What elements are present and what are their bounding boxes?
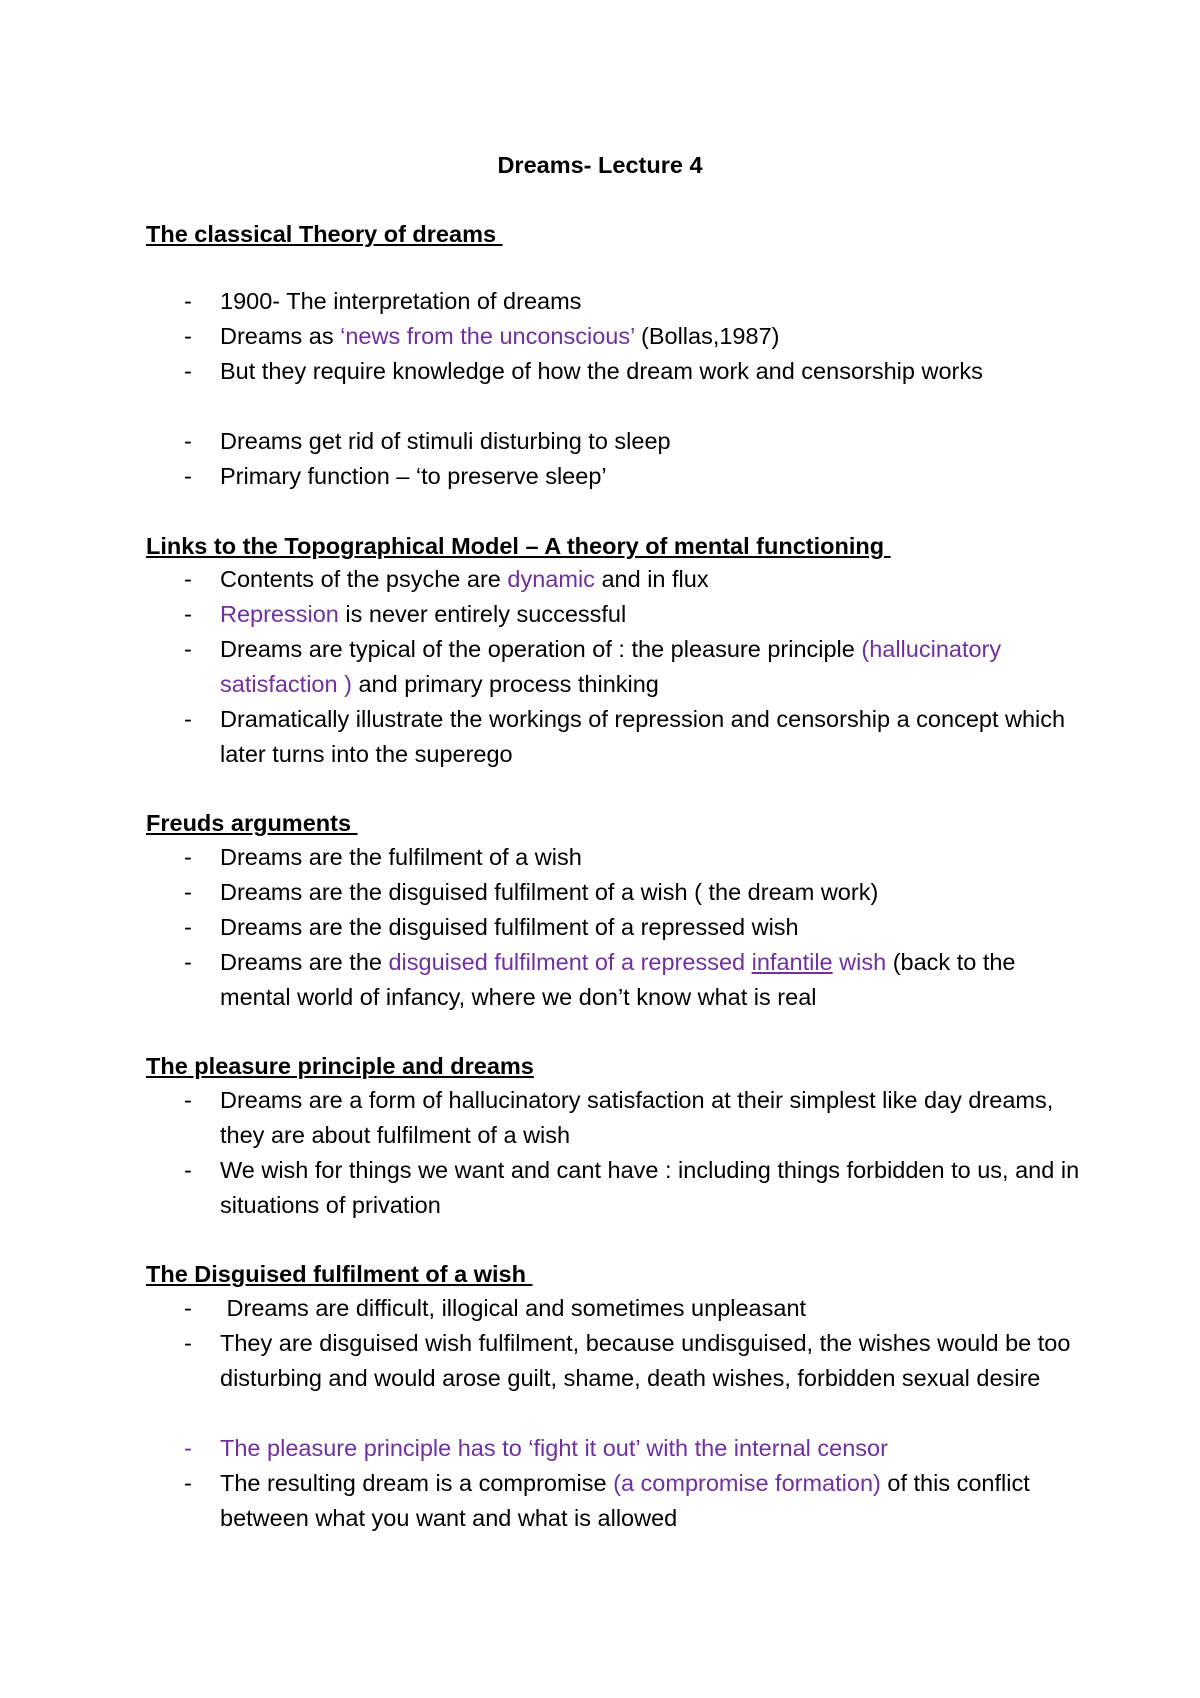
bullet-dash: - bbox=[184, 1470, 192, 1496]
list-item-text: Dreams are difficult, illogical and sometimes unpleasant bbox=[220, 1295, 807, 1321]
bullet-dash: - bbox=[184, 914, 192, 940]
list-item-text: Dreams are the disguised fulfilment of a repressed infantile wish (back to the mental world of infancy, where we don’t know what is real bbox=[220, 949, 1016, 1010]
bullet-dash: - bbox=[184, 636, 192, 662]
highlighted-underlined-text: infantile bbox=[751, 949, 833, 975]
list-item-text: Dreams get rid of stimuli disturbing to sleep bbox=[220, 428, 671, 454]
list-item-text: Contents of the psyche are dynamic and in flux bbox=[220, 566, 709, 592]
bullet-dash: - bbox=[184, 1330, 192, 1356]
list-item-text: Dreams are the fulfilment of a wish bbox=[220, 844, 582, 870]
bullet-dash: - bbox=[184, 1157, 192, 1183]
highlighted-text: (a compromise formation) bbox=[613, 1470, 881, 1496]
section-heading-disguised-fulfilment: The Disguised fulfilment of a wish bbox=[146, 1261, 533, 1287]
bullet-dash: - bbox=[184, 1435, 192, 1461]
highlighted-text: Repression bbox=[220, 601, 339, 627]
bullet-dash: - bbox=[184, 288, 192, 314]
bullet-dash: - bbox=[184, 358, 192, 384]
list-item-text: 1900- The interpretation of dreams bbox=[220, 288, 582, 314]
section-heading-freuds-arguments: Freuds arguments bbox=[146, 810, 358, 836]
document-title: Dreams- Lecture 4 bbox=[497, 152, 703, 178]
section-heading-topographical-model: Links to the Topographical Model – A theory of mental functioning bbox=[146, 533, 891, 559]
list-item-text: Primary function – ‘to preserve sleep’ bbox=[220, 463, 607, 489]
bullet-dash: - bbox=[184, 601, 192, 627]
highlighted-text: dynamic bbox=[507, 566, 595, 592]
bullet-dash: - bbox=[184, 428, 192, 454]
list-item-text: Dreams are typical of the operation of : the pleasure principle (hallucinatory satisfaction ) and primary process thinking bbox=[220, 636, 1002, 697]
bullet-dash: - bbox=[184, 949, 192, 975]
bullet-dash: - bbox=[184, 706, 192, 732]
bullet-dash: - bbox=[184, 844, 192, 870]
list-item-text: We wish for things we want and cant have : including things forbidden to us, and in situations of privation bbox=[220, 1157, 1080, 1218]
highlighted-text: wish bbox=[832, 949, 887, 975]
section-heading-pleasure-principle: The pleasure principle and dreams bbox=[146, 1053, 534, 1079]
list-item-text: Dreams are the disguised fulfilment of a wish ( the dream work) bbox=[220, 879, 879, 905]
section-heading-classical-theory: The classical Theory of dreams bbox=[146, 221, 503, 247]
highlighted-text: (hallucinatory satisfaction ) bbox=[220, 636, 1002, 697]
bullet-dash: - bbox=[184, 323, 192, 349]
list-item-text: They are disguised wish fulfilment, because undisguised, the wishes would be too disturbing and would arose guilt, shame, death wishes, forbidden sexual desire bbox=[220, 1330, 1071, 1391]
list-item-text: Dreams are the disguised fulfilment of a repressed wish bbox=[220, 914, 799, 940]
list-item-text: The pleasure principle has to ‘fight it out’ with the internal censor bbox=[220, 1435, 888, 1461]
list-item-text: But they require knowledge of how the dream work and censorship works bbox=[220, 358, 983, 384]
bullet-dash: - bbox=[184, 879, 192, 905]
list-item-text: The resulting dream is a compromise (a compromise formation) of this conflict between what you want and what is allowed bbox=[220, 1470, 1030, 1531]
list-item-text: Repression is never entirely successful bbox=[220, 601, 627, 627]
list-item-text: Dreams are a form of hallucinatory satisfaction at their simplest like day dreams, they are about fulfilment of a wish bbox=[220, 1087, 1054, 1148]
list-item-text: Dramatically illustrate the workings of repression and censorship a concept which later turns into the superego bbox=[220, 706, 1066, 767]
bullet-dash: - bbox=[184, 566, 192, 592]
bullet-dash: - bbox=[184, 463, 192, 489]
bullet-dash: - bbox=[184, 1087, 192, 1113]
bullet-dash: - bbox=[184, 1295, 192, 1321]
list-item-text: Dreams as ‘news from the unconscious’ (Bollas,1987) bbox=[220, 323, 780, 349]
highlighted-text: disguised fulfilment of a repressed bbox=[388, 949, 752, 975]
highlighted-text: ‘news from the unconscious’ bbox=[340, 323, 635, 349]
